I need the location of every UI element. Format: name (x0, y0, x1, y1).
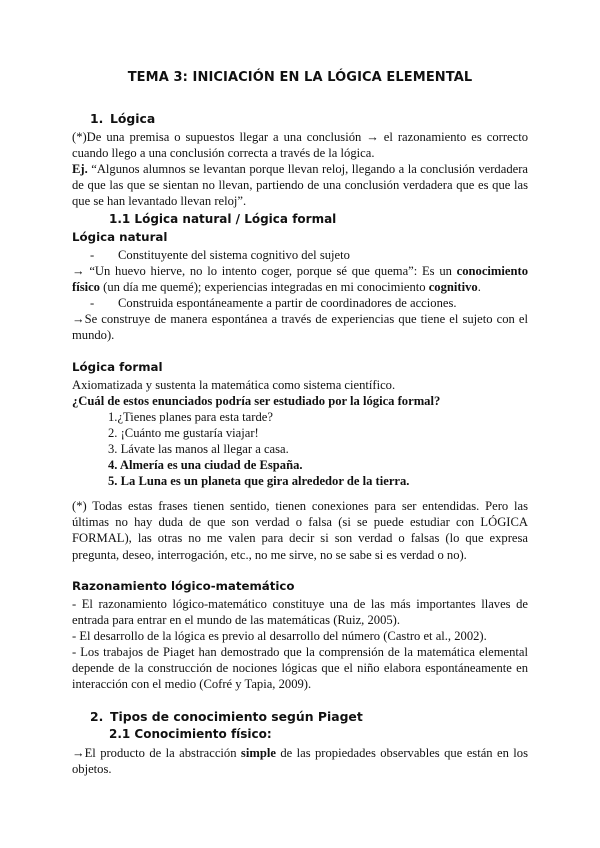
section-1-heading (90, 111, 155, 126)
statement-5: 5. La Luna es un planeta que gira alrededor de la tierra. (108, 474, 410, 488)
subsection-2-1-heading: 2.1 Conocimiento físico: (109, 727, 272, 741)
statement-3: 3. Lávate las manos al llegar a casa. (108, 442, 289, 456)
quote-continuation: (un día me quemé); experiencias integradas en mi conocimiento (103, 280, 429, 295)
logica-natural-heading: Lógica natural (72, 230, 168, 244)
fisico-text-post: de las propiedades observables que están en los objetos. (72, 746, 528, 777)
formal-question: ¿Cuál de estos enunciados podría ser estudiado por la lógica formal? (72, 394, 441, 408)
quote-bold-cognitivo: cognitivo (428, 280, 478, 295)
subsection-1-1-heading: 1.1 Lógica natural / Lógica formal (109, 212, 337, 226)
razonamiento-p2: - El desarrollo de la lógica es previo al desarrollo del número (Castro et al., 2002). (72, 629, 487, 643)
example-text: “Algunos alumnos se levantan porque llevan reloj, llegando a la conclusión verdadera de que las que se sientan no llevan, partiendo de una conclusión verdadera que es que las que se han levantado llevan reloj”. (72, 162, 528, 209)
quote-paragraph (72, 263, 528, 295)
example-paragraph (72, 161, 528, 210)
page-title: TEMA 3: INICIACIÓN EN LA LÓGICA ELEMENTAL (127, 70, 473, 85)
arrow-paragraph: →Se construye de manera espontánea a través de experiencias que tiene el sujeto con el mundo). (72, 312, 528, 343)
logica-formal-heading: Lógica formal (72, 360, 163, 374)
razonamiento-p3: - Los trabajos de Piaget han demostrado que la comprensión de la matemática elemental depende de la construcción de nociones lógicas que el niño elabora espontáneamente en interacción con el medio (Cofré y Tapia, 2009). (72, 645, 528, 692)
statement-4: 4. Almería es una ciudad de España. (108, 458, 303, 472)
natural-item-2 (90, 295, 457, 311)
quote-bold-fisico: conocimiento físico (72, 264, 528, 295)
section-2-number: 2. (90, 709, 104, 724)
formal-text: Axiomatizada y sustenta la matemática como sistema científico. (72, 378, 396, 392)
natural-item-1-text: Constituyente del sistema cognitivo del sujeto (118, 248, 350, 262)
dash-bullet: - (90, 248, 95, 262)
statement-2: 2. ¡Cuánto me gustaría viajar! (108, 426, 259, 440)
dash-bullet: - (90, 296, 95, 310)
fisico-text-bold: simple (240, 746, 276, 760)
section-1-intro: (*)De una premisa o supuestos llegar a una conclusión → el razonamiento es correcto cuando llego a una conclusión correcta a través de la lógica. (72, 130, 528, 161)
quote-end: . (477, 280, 481, 295)
example-label: Ej. (72, 162, 88, 176)
formal-note: (*) Todas estas frases tienen sentido, tienen conexiones para ser entendidas. Pero las últimas no hay duda de que son verdad o falsa (si se puede estudiar con LÓGICA FORMAL), las otras no me valen para decir si son verdad o falsas (lo que expresa pregunta, deseo, interrogación, etc., no me sirve, no se sabe si es verdad o no). (72, 499, 528, 562)
natural-item-2-text: Construida espontáneamente a partir de coordinadores de acciones. (118, 296, 457, 310)
section-1-number: 1. (90, 111, 104, 126)
natural-item-1 (90, 247, 350, 263)
razonamiento-heading: Razonamiento lógico-matemático (72, 579, 295, 593)
quote-text: → “Un huevo hierve, no lo intento coger, porque sé que quema”: Es un (72, 264, 457, 278)
conocimiento-fisico-text (72, 745, 528, 777)
razonamiento-p1: - El razonamiento lógico-matemático constituye una de las más importantes llaves de entrada para entrar en el mundo de las matemáticas (Ruiz, 2005). (72, 597, 528, 628)
fisico-text-pre: →El producto de la abstracción (72, 746, 241, 760)
section-2-title: Tipos de conocimiento según Piaget (110, 709, 363, 724)
statement-1: 1.¿Tienes planes para esta tarde? (108, 410, 273, 424)
section-2-heading (90, 709, 363, 724)
section-1-title: Lógica (110, 111, 156, 126)
